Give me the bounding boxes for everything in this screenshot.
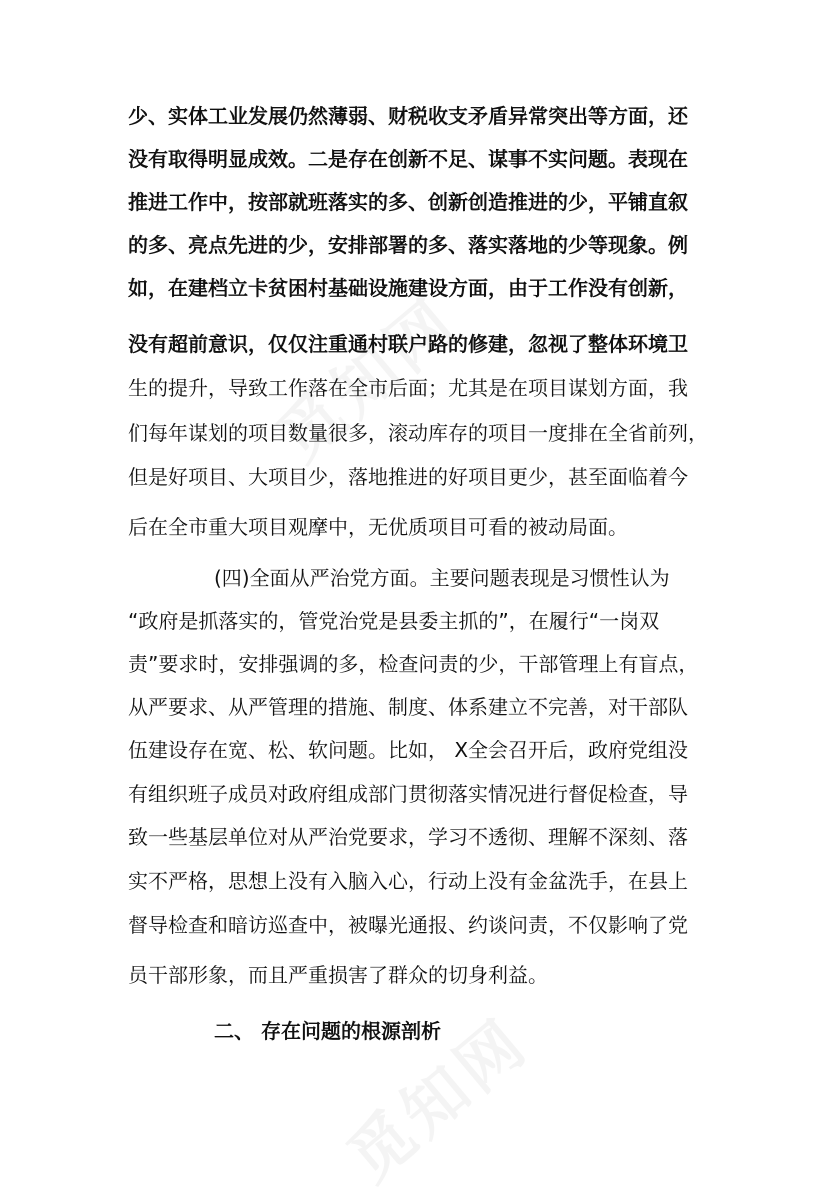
paragraph-2-line: (四)全面从严治党方面。主要问题表现是习惯性认为: [214, 566, 670, 590]
paragraph-1-line: 们每年谋划的项目数量很多，滚动库存的项目一度排在全省前列，: [128, 421, 708, 445]
paragraph-1-line: 的多、亮点先进的少，安排部署的多、落实落地的少等现象。例: [128, 233, 688, 257]
paragraph-2-line: 有组织班子成员对政府组成部门贯彻落实情况进行督促检查，导: [128, 782, 688, 806]
paragraph-1-line: 后在全市重大项目观摩中，无优质项目可看的被动局面。: [128, 515, 628, 539]
paragraph-1-line: 如，在建档立卡贫困村基础设施建设方面，由于工作没有创新，: [128, 276, 688, 300]
paragraph-2-line: 致一些基层单位对从严治党要求，学习不透彻、理解不深刻、落: [128, 825, 688, 849]
paragraph-2-line: 实不严格，思想上没有入脑入心，行动上没有金盆洗手，在县上: [128, 869, 688, 893]
paragraph-1-line: 没有取得明显成效。二是存在创新不足、谋事不实问题。表现在: [128, 147, 688, 171]
paragraph-1-line: 推进工作中，按部就班落实的多、创新创造推进的少，平铺直叙: [128, 190, 688, 214]
paragraph-2-line: 员干部形象，而且严重损害了群众的切身利益。: [128, 963, 548, 987]
paragraph-1-line: 少、实体工业发展仍然薄弱、财税收支矛盾异常突出等方面，还: [128, 104, 688, 128]
paragraph-2-line: 从严要求、从严管理的措施、制度、体系建立不完善，对干部队: [128, 695, 688, 719]
paragraph-2-line: 伍建设存在宽、松、软问题。比如， X全会召开后，政府党组没: [128, 738, 689, 762]
paragraph-1-line: 生的提升，导致工作落在全市后面；尤其是在项目谋划方面，我: [128, 376, 688, 400]
paragraph-2-line: “政府是抓落实的，管党治党是县委主抓的”，在履行“一岗双: [128, 609, 660, 633]
paragraph-1-line: 但是好项目、大项目少，落地推进的好项目更少，甚至面临着今: [128, 465, 688, 489]
paragraph-2-line: 督导检查和暗访巡查中，被曝光通报、约谈问责，不仅影响了党: [128, 913, 688, 937]
section-heading: 二、 存在问题的根源剖析: [214, 1019, 441, 1043]
paragraph-1-line: 没有超前意识，仅仅注重通村联户路的修建，忽视了整体环境卫: [128, 332, 688, 356]
paragraph-2-line: 责”要求时，安排强调的多，检查问责的少，干部管理上有盲点，: [128, 652, 699, 676]
